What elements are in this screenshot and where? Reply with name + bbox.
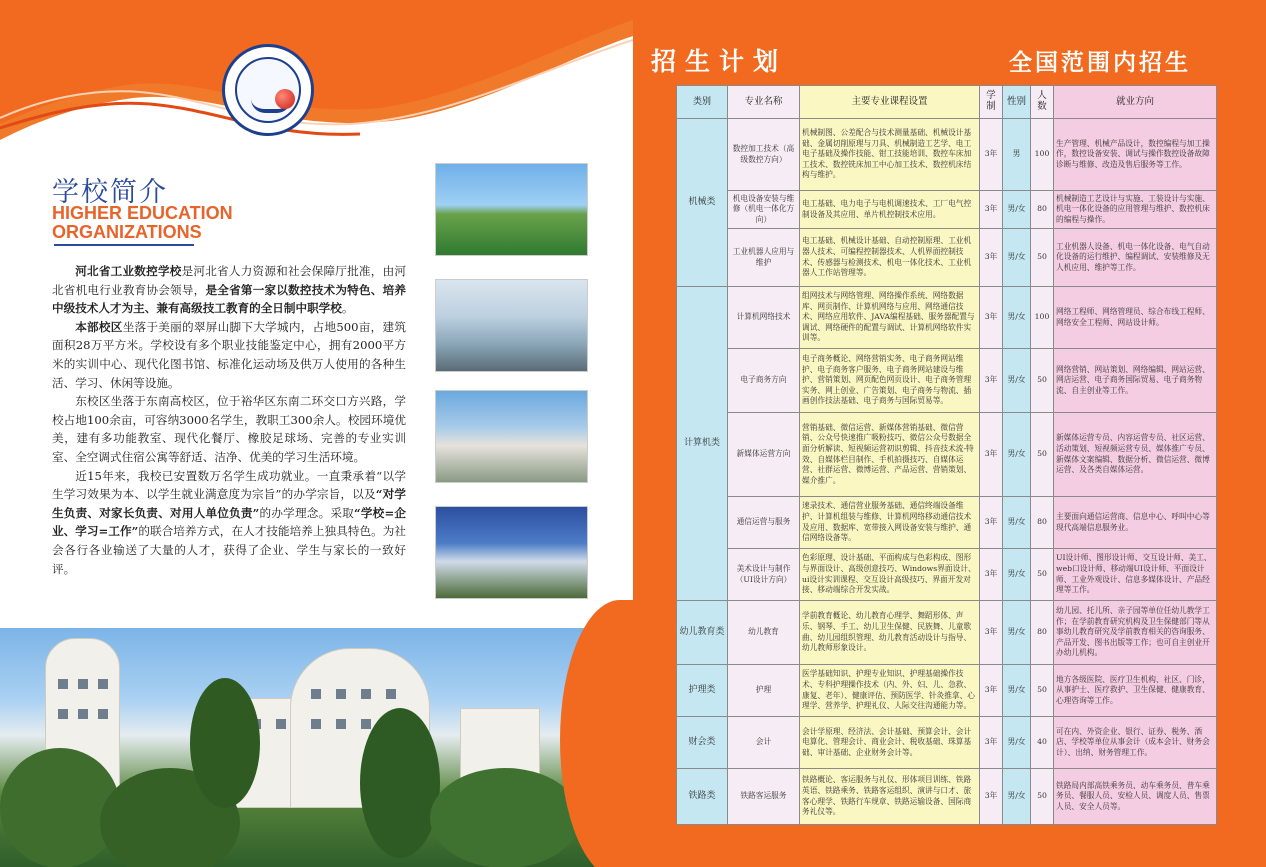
career-cell: 幼儿园、托儿所、亲子园等单位任幼儿教学工作；在学前教育研究机构及卫生保健部门等从事幼儿教育研究及学前教育相关的咨询服务、产品开发、图书出版等工作；也可自主创业开办幼儿机构。 bbox=[1054, 601, 1217, 665]
major-cell: 通信运营与服务 bbox=[728, 497, 800, 549]
courses-cell: 医学基础知识、护理专业知识、护理基础操作技术、专科护理操作技术（内、外、妇、儿、急救、康复、老年）、健康评估、预防医学、针灸推拿、心理学、营养学、护理礼仪、人际交往沟通能力等。 bbox=[800, 665, 980, 717]
header-career: 就业方向 bbox=[1054, 86, 1217, 119]
gender-cell: 男/女 bbox=[1003, 229, 1031, 287]
count-cell: 100 bbox=[1031, 119, 1054, 191]
major-cell: 计算机网络技术 bbox=[728, 287, 800, 349]
title-underline bbox=[54, 244, 194, 246]
main-campus-label: 本部校区 bbox=[75, 319, 123, 334]
school-name: 河北省工业数控学校 bbox=[75, 264, 182, 278]
career-cell: 机械制造工艺设计与实施、工装设计与实施、机电一体化设备的应用管理与维护、数控机床的编程与操作。 bbox=[1054, 191, 1217, 229]
count-cell: 50 bbox=[1031, 229, 1054, 287]
gender-cell: 男/女 bbox=[1003, 413, 1031, 497]
table-header-row bbox=[677, 86, 1217, 119]
career-cell: 网络工程师、网络管理员、综合布线工程师、网络安全工程师、网站设计师。 bbox=[1054, 287, 1217, 349]
table-row bbox=[677, 665, 1217, 717]
intro-p1-highlight: 是全省第一家以数控技术为特色、培养中级技术人才为主、兼有高级技工教育的全日制中职学校 bbox=[52, 282, 406, 316]
intro-paragraph-2 bbox=[52, 318, 406, 392]
count-cell: 80 bbox=[1031, 497, 1054, 549]
intro-paragraph-1 bbox=[52, 262, 406, 318]
table-row bbox=[677, 717, 1217, 769]
years-cell: 3年 bbox=[980, 717, 1003, 769]
years-cell: 3年 bbox=[980, 665, 1003, 717]
career-cell: 工业机器人设备、机电一体化设备、电气自动化设备的运行维护、编程调试、安装维修及无人机应用、维护等工作。 bbox=[1054, 229, 1217, 287]
courses-cell: 色彩原理、设计基础、平面构成与色彩构成、图形与界面设计、高级创意技巧、Windows界面设计、ui设计实训课程、交互设计高级技巧、界面开发对接、移动端综合开发实战。 bbox=[800, 549, 980, 601]
years-cell: 3年 bbox=[980, 601, 1003, 665]
table-row bbox=[677, 769, 1217, 825]
career-cell: 生产管理、机械产品设计，数控编程与加工操作，数控设备安装、调试与操作数控设备故障诊断与维修、改造及售后服务等工作。 bbox=[1054, 119, 1217, 191]
count-cell: 80 bbox=[1031, 601, 1054, 665]
campus-entrance-photo bbox=[435, 506, 588, 599]
header-gender: 性别 bbox=[1003, 86, 1031, 119]
table-row bbox=[677, 413, 1217, 497]
gender-cell: 男/女 bbox=[1003, 349, 1031, 413]
intro-p4-text-e: 的联合培养方式，在人才技能培养上独具特色。为社会各行各业输送了大量的人才，获得了企业、学生与家长的一致好评。 bbox=[52, 524, 406, 576]
count-cell: 40 bbox=[1031, 717, 1054, 769]
campus-panorama-photo bbox=[0, 628, 633, 867]
major-cell: 数控加工技术（高级数控方向） bbox=[728, 119, 800, 191]
training-workshop-photo bbox=[435, 279, 588, 372]
gender-cell: 男/女 bbox=[1003, 191, 1031, 229]
career-cell: 新媒体运营专员、内容运营专员、社区运营、活动策划、短视频运营专员、媒体推广专员、新媒体文案编辑、数据分析、微信运营、微博运营、及各类自媒体运营。 bbox=[1054, 413, 1217, 497]
gender-cell: 男/女 bbox=[1003, 497, 1031, 549]
nationwide-enrollment-subtitle: 全国范围内招生 bbox=[1009, 50, 1191, 76]
count-cell: 100 bbox=[1031, 287, 1054, 349]
table-row bbox=[677, 119, 1217, 191]
major-cell: 会计 bbox=[728, 717, 800, 769]
career-cell: UI设计师、图形设计师、交互设计师、美工、web口设计师、移动端UI设计师、平面设计师、工业外观设计、信息多媒体设计、产品经理等工作。 bbox=[1054, 549, 1217, 601]
courses-cell: 机械制图、公差配合与技术测量基础、机械设计基础、金属切削原理与刀具、机械制造工艺学、电工电子基础及操作技能、钳工技能培训、数控车床加工技术、数控铣床加工中心加工技术、数控机床结构与维护。 bbox=[800, 119, 980, 191]
table-row bbox=[677, 191, 1217, 229]
count-cell: 50 bbox=[1031, 665, 1054, 717]
header-courses: 主要专业课程设置 bbox=[800, 86, 980, 119]
count-cell: 50 bbox=[1031, 769, 1054, 825]
count-cell: 50 bbox=[1031, 413, 1054, 497]
intro-p4-text-c: 的办学理念。采取 bbox=[259, 505, 354, 520]
right-page bbox=[633, 0, 1266, 867]
intro-p2-text: 坐落于美丽的翠屏山脚下大学城内，占地500亩，建筑面积28万平方米。学校设有多个职业技能鉴定中心，拥有2000平方米的实训中心、现代化图书馆、标准化运动场及供万人使用的各种生活、学习、休闲等设施。 bbox=[52, 319, 406, 390]
courses-cell: 电工基础、机械设计基础、自动控制原理、工业机器人技术、可编程控制器技术、人机界面控制技术、传感器与检测技术、机电一体化技术、工业机器人工作站管理等。 bbox=[800, 229, 980, 287]
major-cell: 新媒体运营方向 bbox=[728, 413, 800, 497]
header-category: 类别 bbox=[677, 86, 728, 119]
career-cell: 网络营销、网站策划、网络编辑、网站运营、网店运营、电子商务国际贸易、电子商务物流、自主创业等工作。 bbox=[1054, 349, 1217, 413]
courses-cell: 组网技术与网络管理、网络操作系统、网络数据库、网页制作、计算机网络与应用、网络通信技术、网络应用软件、JAVA编程基础、服务器配置与调试、网络硬件的配置与调试、计算机网络软件实训等。 bbox=[800, 287, 980, 349]
gender-cell: 男/女 bbox=[1003, 601, 1031, 665]
category-cell: 财会类 bbox=[677, 717, 728, 769]
table-row bbox=[677, 229, 1217, 287]
years-cell: 3年 bbox=[980, 497, 1003, 549]
table-row bbox=[677, 287, 1217, 349]
major-cell: 工业机器人应用与维护 bbox=[728, 229, 800, 287]
school-intro-text bbox=[52, 262, 406, 578]
gender-cell: 男/女 bbox=[1003, 549, 1031, 601]
gender-cell: 男/女 bbox=[1003, 717, 1031, 769]
courses-cell: 电子商务概论、网络营销实务、电子商务网站维护、电子商务客户服务、电子商务网站建设与维护、营销策划、网页配色网页设计、电子商务管理实务、网上创业、广告策划、电子商务与物流、插画创作技法基础、电子商务与国际贸易等。 bbox=[800, 349, 980, 413]
intro-p4-text-a: 近15年来，我校已安置数万名学生成功就业。一直秉承着“以学生学习效果为本、以学生就业满意度为宗旨”的办学宗旨，以及 bbox=[52, 468, 406, 502]
header-count: 人数 bbox=[1031, 86, 1054, 119]
career-cell: 地方各级医院、医疗卫生机构、社区、门诊，从事护士、医疗救护、卫生保健、健康教育、心理咨询等工作。 bbox=[1054, 665, 1217, 717]
gender-cell: 男/女 bbox=[1003, 665, 1031, 717]
category-cell: 计算机类 bbox=[677, 287, 728, 601]
major-cell: 护理 bbox=[728, 665, 800, 717]
major-cell: 幼儿教育 bbox=[728, 601, 800, 665]
enrollment-table bbox=[676, 85, 1217, 825]
years-cell: 3年 bbox=[980, 769, 1003, 825]
years-cell: 3年 bbox=[980, 413, 1003, 497]
category-cell: 机械类 bbox=[677, 119, 728, 287]
campus-building-photo bbox=[435, 390, 588, 483]
header-years: 学制 bbox=[980, 86, 1003, 119]
major-cell: 美术设计与制作（UI设计方向） bbox=[728, 549, 800, 601]
years-cell: 3年 bbox=[980, 287, 1003, 349]
table-row bbox=[677, 349, 1217, 413]
courses-cell: 学前教育概论、幼儿教育心理学、舞蹈形体、声乐、钢琴、手工、幼儿卫生保健、民族舞、儿童歌曲、幼儿园组织管理、幼儿教育活动设计与指导、幼儿教师形象设计。 bbox=[800, 601, 980, 665]
courses-cell: 电工基础、电力电子与电机调速技术、工厂电气控制设备及其应用、单片机控制技术应用。 bbox=[800, 191, 980, 229]
count-cell: 50 bbox=[1031, 549, 1054, 601]
header-major: 专业名称 bbox=[728, 86, 800, 119]
school-logo bbox=[222, 44, 314, 136]
gender-cell: 男 bbox=[1003, 119, 1031, 191]
courses-cell: 营销基础、微信运营、新媒体营销基础、微信营销、公众号快速推广吸粉技巧、微信公众号数据全面分析解读、短视频运营初识剪辑、抖音技术流-特效、自媒体栏目制作、手机拍摄技巧、自媒体运营、社群运营、微博运营、产品运营、营销策划、媒介推广。 bbox=[800, 413, 980, 497]
orange-swoosh-decoration bbox=[0, 0, 633, 160]
intro-paragraph-3: 东校区坐落于东南高校区，位于裕华区东南二环交口方兴路，学校占地100余亩，可容纳3000名学生，教职工300余人。校园环境优美，建有多功能教室、现代化餐厅、橡胶足球场、完善的专业实训室、全空调式住宿公寓等舒适、洁净、优美的学习生活环境。 bbox=[52, 394, 406, 464]
count-cell: 50 bbox=[1031, 349, 1054, 413]
intro-p1-text: 是河北省人力资源和社会保障厅批准，由河北省机电行业教育协会领导， bbox=[52, 264, 406, 297]
years-cell: 3年 bbox=[980, 229, 1003, 287]
major-cell: 机电设备安装与维修（机电一体化方向） bbox=[728, 191, 800, 229]
category-cell: 护理类 bbox=[677, 665, 728, 717]
section-title-en-line1: HIGHER EDUCATION bbox=[52, 203, 233, 223]
courses-cell: 会计学原理、经济法、会计基础、预算会计、会计电算化、管理会计、商业会计、税收基础、珠算基础、审计基础、企业财务会计等。 bbox=[800, 717, 980, 769]
gender-cell: 男/女 bbox=[1003, 769, 1031, 825]
section-title: 学校简介 bbox=[52, 177, 168, 208]
courses-cell: 铁路概论、客运服务与礼仪、形体项目训练、铁路英语、铁路乘务、铁路客运组织、演讲与口才、旅客心理学、铁路行车规章、铁路运输设备、国际商务礼仪等。 bbox=[800, 769, 980, 825]
campus-road-photo bbox=[435, 163, 588, 256]
years-cell: 3年 bbox=[980, 191, 1003, 229]
category-cell: 幼儿教育类 bbox=[677, 601, 728, 665]
courses-cell: 速录技术、通信营业服务基础、通信终端设备维护、计算机组装与维修、计算机网络移动通信技术及应用、数据库、宽带接入网设备安装与维护、通信网络设备等。 bbox=[800, 497, 980, 549]
major-cell: 铁路客运服务 bbox=[728, 769, 800, 825]
years-cell: 3年 bbox=[980, 349, 1003, 413]
years-cell: 3年 bbox=[980, 119, 1003, 191]
intro-paragraph-4 bbox=[52, 467, 406, 579]
table-row bbox=[677, 549, 1217, 601]
enrollment-plan-title: 招生计划 bbox=[651, 47, 788, 76]
career-cell: 主要面向通信运营商、信息中心、呼叫中心等现代高端信息服务业。 bbox=[1054, 497, 1217, 549]
years-cell: 3年 bbox=[980, 549, 1003, 601]
section-title-en-line2: ORGANIZATIONS bbox=[52, 222, 202, 242]
career-cell: 可在内、外资企业、银行、证券、税务、酒店、学校等单位从事会计（成本会计、财务会计）、出纳、财务管理工作。 bbox=[1054, 717, 1217, 769]
gender-cell: 男/女 bbox=[1003, 287, 1031, 349]
count-cell: 80 bbox=[1031, 191, 1054, 229]
intro-p4-highlight-1: “对学生负责、对家长负责、对用人单位负责” bbox=[52, 487, 406, 520]
major-cell: 电子商务方向 bbox=[728, 349, 800, 413]
career-cell: 铁路局内部高铁乘务员、动车乘务员、普车乘务员、餐服人员、安检人员、调度人员、售票人员、安全人员等。 bbox=[1054, 769, 1217, 825]
intro-p1-end: 。 bbox=[341, 301, 354, 316]
intro-p4-highlight-2: “学校=企业、学习=工作” bbox=[52, 505, 406, 539]
category-cell: 铁路类 bbox=[677, 769, 728, 825]
table-row bbox=[677, 497, 1217, 549]
table-row bbox=[677, 601, 1217, 665]
